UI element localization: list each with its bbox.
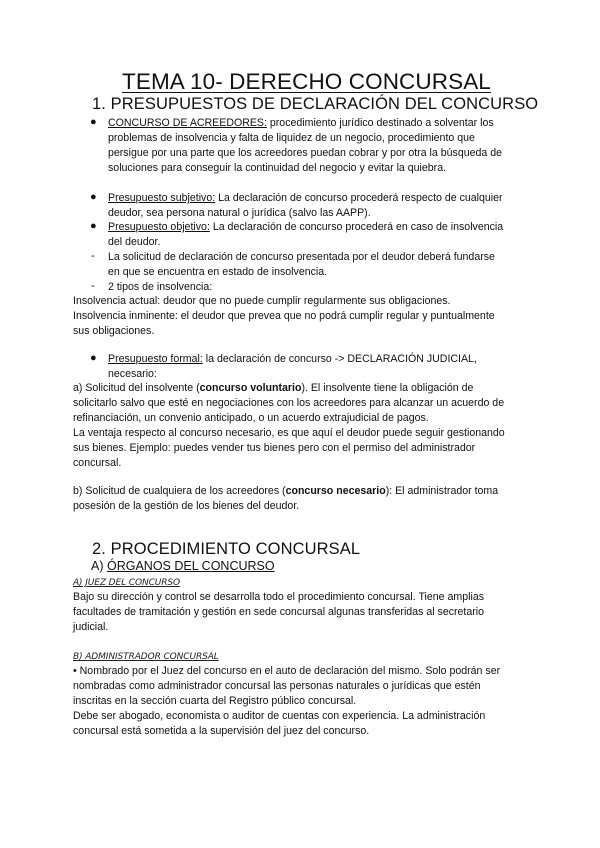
paragraph-text: inscritas en la sección cuarta del Registro público concursal. bbox=[73, 695, 357, 707]
paragraph-text: ): El administrador toma bbox=[385, 485, 499, 497]
item-text: problemas de insolvencia y falta de liquidez de un negocio, procedimiento que bbox=[108, 132, 475, 144]
presupuesto-subjetivo-item bbox=[108, 191, 503, 221]
concurso-necesario-term: concurso necesario bbox=[285, 485, 386, 497]
juez-concurso-paragraph bbox=[73, 590, 484, 635]
item-text: La declaración de concurso procederá en caso de insolvencia bbox=[209, 221, 504, 233]
paragraph-text: refinanciación, un convenio anticipado, o un acuerdo extrajudicial de pagos. bbox=[73, 412, 429, 424]
paragraph-text: sus bienes. Ejemplo: puedes vender tus bienes pero con el permiso del administrador bbox=[73, 442, 476, 454]
item-text: soluciones para conseguir la continuidad del negocio y evitar la quiebra. bbox=[108, 162, 447, 174]
presupuesto-objetivo-term: Presupuesto objetivo: bbox=[108, 221, 210, 233]
solicitud-deudor-item bbox=[108, 250, 495, 280]
concurso-acreedores-term: CONCURSO DE ACREEDORES: bbox=[108, 117, 267, 129]
juez-concurso-handwritten-label: A) JUEZ DEL CONCURSO bbox=[73, 578, 180, 588]
dash-marker: - bbox=[91, 250, 95, 262]
item-text: procedimiento jurídico destinado a solventar los bbox=[266, 117, 494, 129]
paragraph-text: Debe ser abogado, economista o auditor de cuentas con experiencia. La administración bbox=[73, 710, 486, 722]
presupuesto-objetivo-item bbox=[108, 220, 503, 250]
item-text: persigue por una parte que los acreedores puedan cobrar y por otra la búsqueda de bbox=[108, 147, 503, 159]
item-text: la declaración de concurso -> DECLARACIÓN JUDICIAL, bbox=[202, 353, 477, 365]
section-1-heading: 1. PRESUPUESTOS DE DECLARACIÓN DEL CONCURSO bbox=[92, 95, 539, 113]
paragraph-text: nombradas como administrador concursal las personas naturales o jurídicas que estén bbox=[73, 680, 481, 692]
bullet-icon: ● bbox=[90, 352, 97, 364]
concurso-acreedores-item bbox=[108, 116, 502, 176]
paragraph-text: concursal está sometida a la supervisión del juez del concurso. bbox=[73, 725, 370, 737]
insolvencia-text-cont: sus obligaciones. bbox=[73, 325, 155, 337]
insolvencia-actual: Insolvencia actual: deudor que no puede cumplir regularmente sus obligaciones. bbox=[73, 295, 451, 307]
paragraph-text: Bajo su dirección y control se desarrolla todo el procedimiento concursal. Tiene amplias bbox=[73, 591, 485, 603]
item-text: deudor, sea persona natural o jurídica (salvo las AAPP). bbox=[108, 207, 371, 219]
paragraph-text: concursal. bbox=[73, 457, 122, 469]
document-title: TEMA 10- DERECHO CONCURSAL bbox=[122, 69, 491, 94]
paragraph-text: facultades de tramitación y gestión en sede concursal algunas transferidas al secretario bbox=[73, 606, 485, 618]
presupuesto-formal-item bbox=[108, 352, 477, 382]
paragraph-text: posesión de la gestión de los bienes del deudor. bbox=[73, 500, 300, 512]
paragraph-text: b) Solicitud de cualquiera de los acreedores ( bbox=[73, 485, 286, 497]
insolvencia-inminente: Insolvencia inminente: el deudor que prevea que no podrá cumplir regular y puntualmente bbox=[73, 310, 495, 322]
subsection-a-heading bbox=[91, 559, 275, 573]
item-text: La declaración de concurso procederá respecto de cualquier bbox=[215, 192, 503, 204]
organos-concurso-label: ÓRGANOS DEL CONCURSO bbox=[106, 559, 275, 573]
concurso-voluntario-term: concurso voluntario bbox=[199, 382, 302, 394]
paragraph-text: La ventaja respecto al concurso necesario, es que aquí el deudor puede seguir gestionando bbox=[73, 427, 505, 439]
concurso-necesario-paragraph bbox=[73, 484, 498, 514]
item-text: necesario: bbox=[108, 368, 157, 380]
presupuesto-subjetivo-term: Presupuesto subjetivo: bbox=[108, 192, 216, 204]
subsection-prefix: A) bbox=[91, 559, 107, 573]
item-text: La solicitud de declaración de concurso presentada por el deudor deberá fundarse bbox=[108, 251, 495, 263]
dash-marker: - bbox=[91, 280, 95, 292]
concurso-voluntario-paragraph bbox=[73, 381, 505, 471]
section-2-heading: 2. PROCEDIMIENTO CONCURSAL bbox=[92, 540, 361, 558]
tipos-insolvencia-item: 2 tipos de insolvencia: bbox=[108, 281, 213, 293]
presupuesto-formal-term: Presupuesto formal: bbox=[108, 353, 203, 365]
paragraph-text: a) Solicitud del insolvente ( bbox=[73, 382, 200, 394]
item-text: en que se encuentra en estado de insolvencia. bbox=[108, 266, 328, 278]
insolvencia-text bbox=[73, 294, 495, 339]
paragraph-text: solicitarlo salvo que esté en negociaciones con los acreedores para alcanzar un acuerdo de bbox=[73, 397, 505, 409]
paragraph-text: • Nombrado por el Juez del concurso en el auto de declaración del mismo. Solo podrán ser bbox=[73, 665, 501, 677]
paragraph-text: judicial. bbox=[73, 621, 109, 633]
bullet-icon: ● bbox=[90, 116, 97, 128]
paragraph-text: ). El insolvente tiene la obligación de bbox=[301, 382, 474, 394]
item-text: del deudor. bbox=[108, 236, 161, 248]
bullet-icon: ● bbox=[90, 191, 97, 203]
administrador-concursal-paragraph bbox=[73, 664, 500, 739]
bullet-icon: ● bbox=[90, 220, 97, 232]
administrador-concursal-handwritten-label: B) ADMINISTRADOR CONCURSAL bbox=[73, 652, 219, 662]
